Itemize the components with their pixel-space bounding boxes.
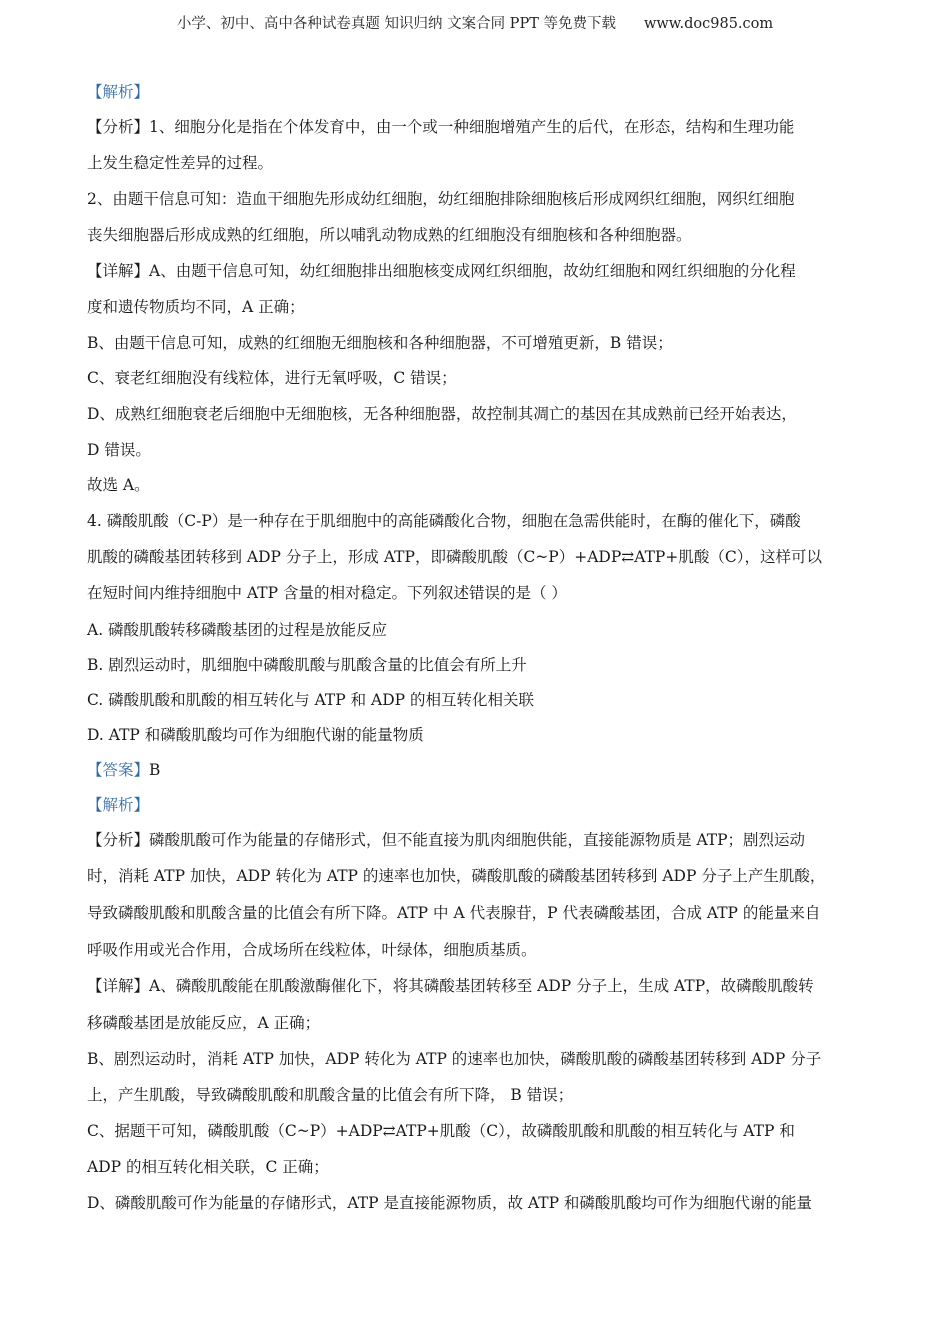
section-mark: 【详解】 [87,262,150,280]
text-line [87,760,160,780]
text-line [87,511,801,531]
text-line [87,655,527,675]
text-line [87,440,151,460]
line-text: 4. 磷酸肌酸（C-P）是一种存在于肌细胞中的高能磷酸化合物，细胞在急需供能时，在酶的催化下，磷酸 [87,512,801,530]
text-line [87,153,273,173]
text-line [87,725,424,745]
line-text: 度和遗传物质均不同，A 正确； [87,298,305,316]
section-tag: 【解析】 [87,83,150,101]
text-line [87,1121,795,1141]
section-tag: 【解析】 [87,796,150,814]
line-text: B、由题干信息可知，成熟的红细胞无细胞核和各种细胞器，不可增殖更新，B 错误； [87,334,673,352]
text-line [87,82,149,102]
line-text: 丧失细胞器后形成成熟的红细胞，所以哺乳动物成熟的红细胞没有细胞核和各种细胞器。 [87,226,692,244]
line-text: B. 剧烈运动时，肌细胞中磷酸肌酸与肌酸含量的比值会有所上升 [87,656,527,674]
line-text: C、衰老红细胞没有线粒体，进行无氧呼吸，C 错误； [87,369,457,387]
line-text: A、磷酸肌酸能在肌酸激酶催化下，将其磷酸基团转移至 ADP 分子上，生成 ATP，故磷酸肌酸转 [149,977,814,995]
page-header [0,12,950,33]
text-line [87,795,149,815]
text-line [87,620,387,640]
line-text: ADP 的相互转化相关联，C 正确； [87,1158,329,1176]
section-mark: 【详解】 [87,977,150,995]
section-mark: 【分析】 [87,118,150,136]
line-text: D、成熟红细胞衰老后细胞中无细胞核，无各种细胞器，故控制其凋亡的基因在其成熟前已经开始表达， [87,405,797,423]
section-mark: 【分析】 [87,831,150,849]
text-line [87,261,796,281]
text-line [87,1157,329,1177]
text-line [87,940,537,960]
line-text: 上，产生肌酸，导致磷酸肌酸和肌酸含量的比值会有所下降， B 错误； [87,1086,574,1104]
text-line [87,1013,320,1033]
line-text: D 错误。 [87,441,151,459]
text-line [87,583,567,603]
text-line [87,690,534,710]
text-line [87,117,794,137]
line-text: 2、由题干信息可知：造血干细胞先形成幼红细胞，幼红细胞排除细胞核后形成网织红细胞，网织红细胞 [87,190,795,208]
line-text: 时，消耗 ATP 加快，ADP 转化为 ATP 的速率也加快，磷酸肌酸的磷酸基团转移到 ADP 分子上产生肌酸， [87,867,826,885]
line-text: A、由题干信息可知，幼红细胞排出细胞核变成网红织细胞，故幼红细胞和网红织细胞的分化程 [149,262,796,280]
line-text: B [149,761,161,779]
text-line [87,475,150,495]
header-url[interactable]: www.doc985.com [643,16,774,32]
section-tag: 【答案】 [87,761,150,779]
text-line [87,368,457,388]
text-line [87,976,814,996]
text-line [87,1049,821,1069]
line-text: A. 磷酸肌酸转移磷酸基团的过程是放能反应 [87,621,388,639]
text-line [87,297,305,317]
line-text: D、磷酸肌酸可作为能量的存储形式，ATP 是直接能源物质，故 ATP 和磷酸肌酸均可作为细胞代谢的能量 [87,1194,812,1212]
line-text: B、剧烈运动时，消耗 ATP 加快，ADP 转化为 ATP 的速率也加快，磷酸肌酸的磷酸基团转移到 ADP 分子 [87,1050,822,1068]
text-line [87,830,805,850]
text-line [87,903,820,923]
line-text: 呼吸作用或光合作用，合成场所在线粒体，叶绿体，细胞质基质。 [87,941,537,959]
text-line [87,333,673,353]
line-text: 在短时间内维持细胞中 ATP 含量的相对稳定。下列叙述错误的是（ ） [87,584,567,602]
text-line [87,866,825,886]
line-text: D. ATP 和磷酸肌酸均可作为细胞代谢的能量物质 [87,726,424,744]
header-text: 小学、初中、高中各种试卷真题 知识归纳 文案合同 PPT 等免费下载 [176,16,616,32]
text-line [87,189,794,209]
text-line [87,547,822,567]
line-text: 1、细胞分化是指在个体发育中，由一个或一种细胞增殖产生的后代，在形态，结构和生理功能 [149,118,795,136]
line-text: C. 磷酸肌酸和肌酸的相互转化与 ATP 和 ADP 的相互转化相关联 [87,691,535,709]
text-line [87,1085,573,1105]
line-text: 磷酸肌酸可作为能量的存储形式，但不能直接为肌肉细胞供能，直接能源物质是 ATP；剧烈运动 [149,831,806,849]
line-text: 故选 A。 [87,476,150,494]
line-text: 上发生稳定性差异的过程。 [87,154,274,172]
line-text: 移磷酸基团是放能反应，A 正确； [87,1014,321,1032]
line-text: 导致磷酸肌酸和肌酸含量的比值会有所下降。ATP 中 A 代表腺苷，P 代表磷酸基团，合成 ATP 的能量来自 [87,904,821,922]
line-text: 肌酸的磷酸基团转移到 ADP 分子上，形成 ATP，即磷酸肌酸（C~P）+ADP⇄ATP+肌酸（C），这样可以 [87,548,822,566]
text-line [87,1193,812,1213]
text-line [87,225,692,245]
line-text: C、据题干可知，磷酸肌酸（C~P）+ADP⇄ATP+肌酸（C），故磷酸肌酸和肌酸的相互转化与 ATP 和 [87,1122,795,1140]
text-line [87,404,797,424]
